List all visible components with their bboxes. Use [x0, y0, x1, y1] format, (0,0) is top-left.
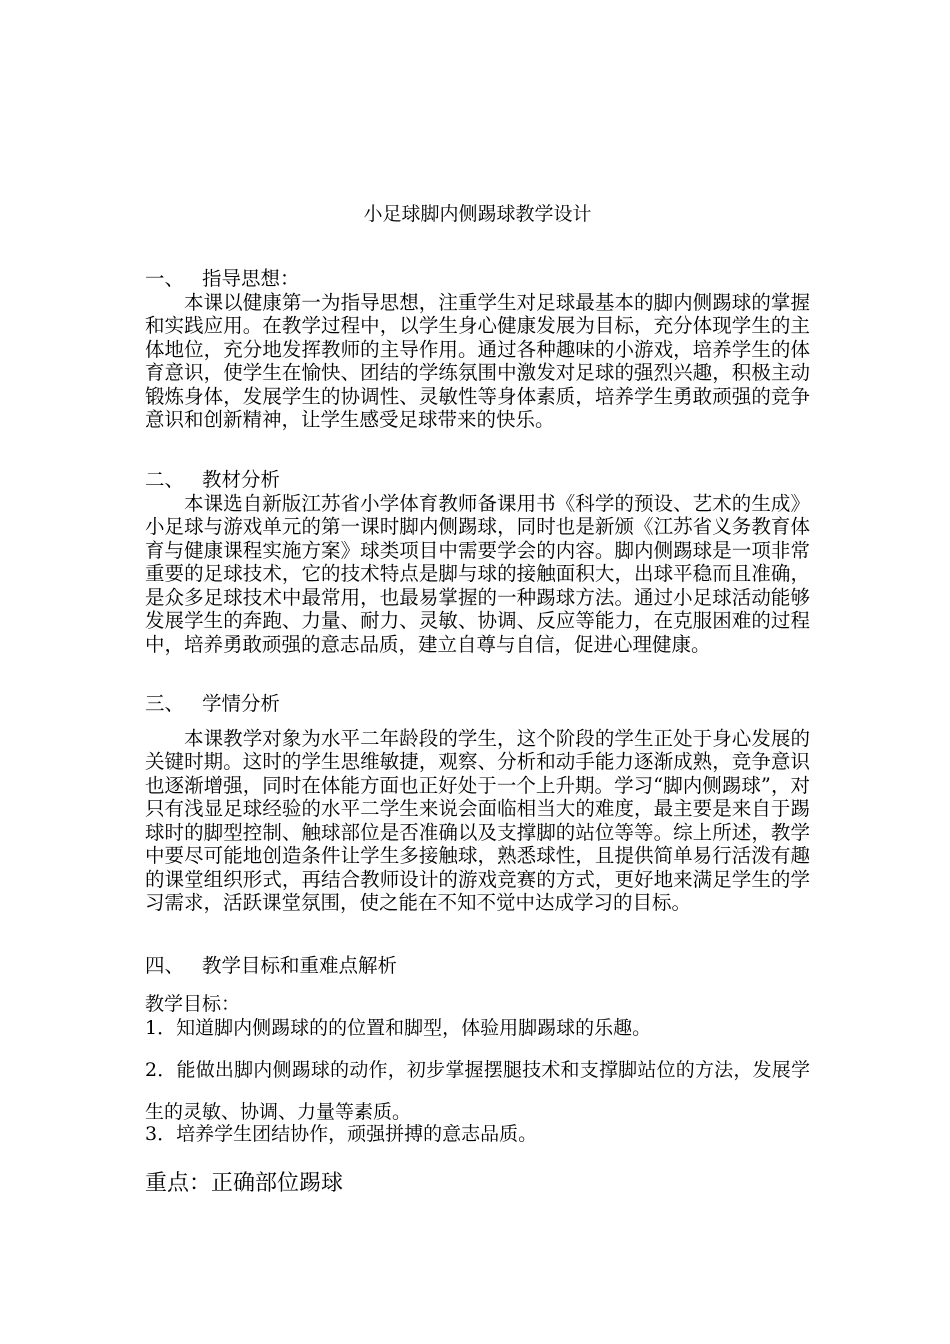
- section-paragraph: 本课选自新版江苏省小学体育教师备课用书《科学的预设、艺术的生成》小足球与游戏单元的第一课时脚内侧踢球，同时也是新颁《江苏省义务教育体育与健康课程实施方案》球类项目中需要学会的内容。脚内侧踢球是一项非常重要的足球技术，它的技术特点是脚与球的接触面积大，出球平稳而且准确，是众多足球技术中最常用，也最易掌握的一种踢球方法。通过小足球活动能够发展学生的奔跑、力量、耐力、灵敏、协调、反应等能力，在克服困难的过程中，培养勇敢顽强的意志品质，建立自尊与自信，促进心理健康。: [145, 491, 810, 656]
- section-heading: [145, 468, 810, 492]
- section-heading: [145, 267, 810, 291]
- section-teaching-goals: [145, 954, 810, 978]
- section-heading-text: 教学目标和重难点解析: [202, 954, 398, 977]
- goal-item: 2．能做出脚内侧踢球的动作，初步掌握摆腿技术和支撑脚站位的方法，发展学生的灵敏、协调、力量等素质。: [145, 1059, 810, 1123]
- goals-label: 教学目标：: [145, 993, 241, 1015]
- section-guiding-ideology: [145, 267, 810, 432]
- section-number: 三、: [145, 692, 185, 715]
- section-paragraph: 本课教学对象为水平二年龄段的学生，这个阶段的学生正处于身心发展的关键时期。这时的学生思维敏捷，观察、分析和动手能力逐渐成熟，竞争意识也逐渐增强，同时在体能方面也正好处于一个上升期。学习“脚内侧踢球”，对只有浅显足球经验的水平二学生来说会面临相当大的难度，最主要是来自于踢球时的脚型控制、触球部位是否准确以及支撑脚的站位等等。综上所述，教学中要尽可能地创造条件让学生多接触球，熟悉球性，且提供简单易行活泼有趣的课堂组织形式，再结合教师设计的游戏竞赛的方式，更好地来满足学生的学习需求，活跃课堂氛围，使之能在不知不觉中达成学习的目标。: [145, 726, 810, 914]
- section-number: 四、: [145, 954, 185, 977]
- section-number: 二、: [145, 468, 185, 491]
- section-heading: [145, 692, 810, 716]
- section-number: 一、: [145, 267, 185, 290]
- section-heading: [145, 954, 810, 978]
- section-heading-text: 指导思想：: [202, 267, 300, 290]
- section-heading-text: 教材分析: [202, 468, 281, 491]
- section-learner-analysis: [145, 692, 810, 915]
- section-paragraph: 本课以健康第一为指导思想，注重学生对足球最基本的脚内侧踢球的掌握和实践应用。在教学过程中，以学生身心健康发展为目标，充分体现学生的主体地位，充分地发挥教师的主导作用。通过各种趣味的小游戏，培养学生的体育意识，使学生在愉快、团结的学练氛围中激发对足球的强烈兴趣，积极主动锻炼身体，发展学生的协调性、灵敏性等身体素质，培养学生勇敢顽强的竞争意识和创新精神，让学生感受足球带来的快乐。: [145, 290, 810, 431]
- goal-item: 1．知道脚内侧踢球的的位置和脚型，体验用脚踢球的乐趣。: [145, 1017, 652, 1039]
- goal-item: 3．培养学生团结协作，顽强拼搏的意志品质。: [145, 1123, 538, 1145]
- section-heading-text: 学情分析: [202, 692, 281, 715]
- key-point: 重点：正确部位踢球: [145, 1171, 344, 1196]
- section-material-analysis: [145, 468, 810, 656]
- document-title: 小足球脚内侧踢球教学设计: [363, 203, 592, 225]
